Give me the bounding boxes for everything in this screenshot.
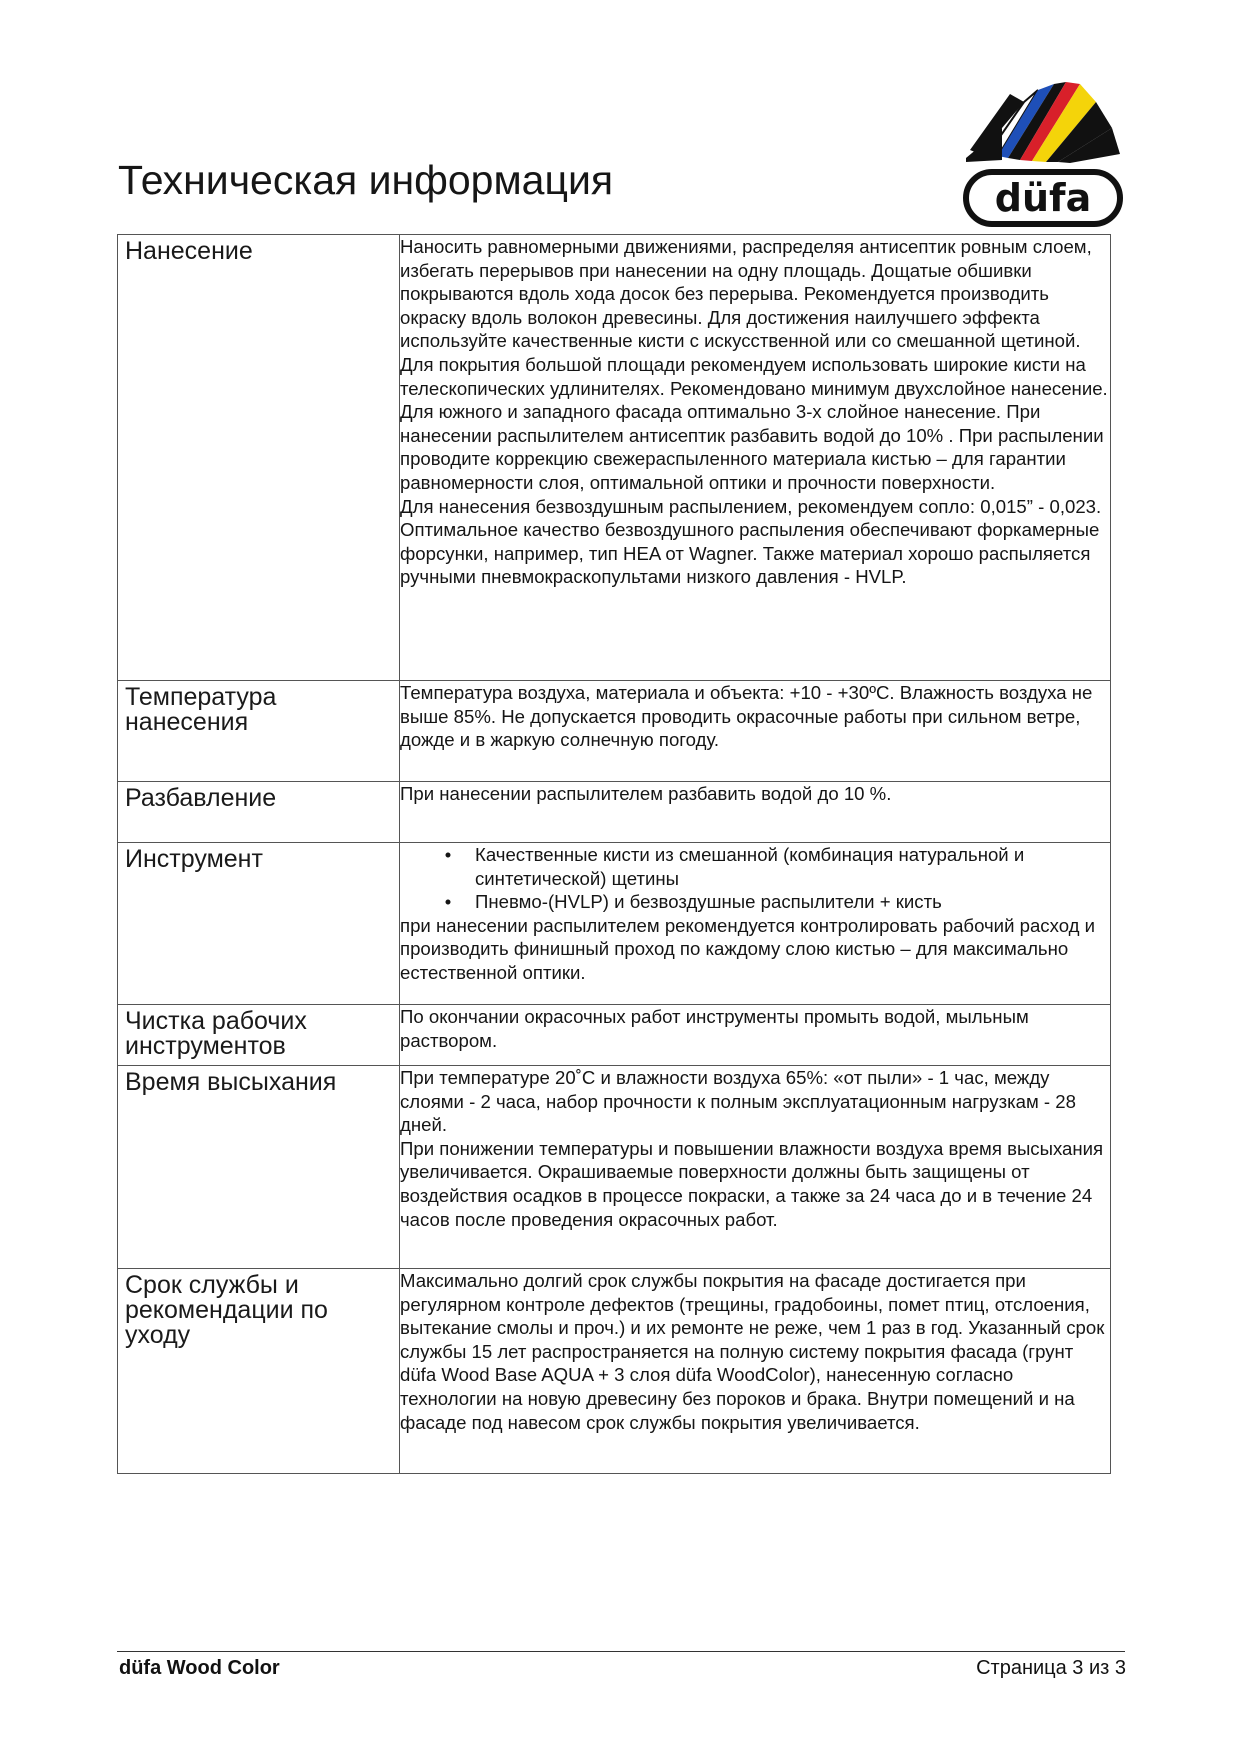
row-text: При нанесении распылителем разбавить водой до 10 %. — [400, 783, 892, 804]
page-title: Техническая информация — [118, 157, 614, 203]
row-text: При температуре 20˚С и влажности воздуха 65%: «от пыли» - 1 час, между слоями - 2 часа, набор прочности к полным эксплуатационным нагрузкам - 28 дней. — [400, 1067, 1076, 1136]
bullet-icon: • — [444, 844, 452, 865]
table-row — [118, 1066, 1111, 1269]
table-row — [118, 1269, 1111, 1474]
bullet-icon: • — [444, 891, 452, 913]
footer-divider — [117, 1651, 1125, 1652]
row-label: Время высыхания — [125, 1068, 337, 1096]
row-text: Температура воздуха, материала и объекта: +10 - +30ºC. Влажность воздуха не выше 85%. Не допускается проводить окрасочные работы при сильном ветре, дожде и в жаркую солнечную погоду. — [400, 682, 1093, 751]
table-row — [118, 681, 1111, 782]
spec-table — [117, 234, 1111, 1474]
row-label: Срок службы и рекомендации по уходу — [125, 1271, 328, 1349]
footer-page-number: Страница 3 из 3 — [976, 1657, 1126, 1679]
row-label: Нанесение — [125, 237, 253, 265]
table-row — [118, 782, 1111, 843]
bullet-list — [400, 843, 1110, 914]
table-row — [118, 235, 1111, 681]
logo-text: düfa — [994, 176, 1092, 220]
list-item: • Пневмо-(HVLP) и безвоздушные распылители + кисть — [400, 890, 1110, 914]
table-row — [118, 1005, 1111, 1066]
row-text: Для нанесения безвоздушным распылением, рекомендуем сопло: 0,015” - 0,023. Оптимальное качество безвоздушного распыления обеспечивают форкамерные форсунки, например, тип HEA от Wagner. Также материал хорошо распыляется ручными пневмокраскопультами низкого давления - HVLP. — [400, 495, 1102, 588]
row-text: Наносить равномерными движениями, распределяя антисептик ровным слоем, избегать перерывов при нанесении на одну площадь. Дощатые обшивки покрываются вдоль хода досок без перерыва. Рекомендуется производить окраску вдоль волокон древесины. Для достижения наилучшего эффекта используйте качественные кисти с искусственной или со смешанной щетиной. Для покрытия большой площади рекомендуем использовать широкие кисти на телескопических удлинителях. Рекомендовано минимум двухслойное нанесение. Для южного и западного фасада оптимально 3-х слойное нанесение. При нанесении распылителем антисептик разбавить водой до 10% . При распылении проводите коррекцию свежераспыленного материала кистью – для гарантии равномерности слоя, оптимальной оптики и прочности поверхности. — [400, 236, 1108, 493]
row-label: Инструмент — [125, 845, 263, 873]
dufa-logo — [962, 72, 1124, 228]
row-label: Разбавление — [125, 784, 277, 812]
row-text: при нанесении распылителем рекомендуется контролировать рабочий расход и производить финишный проход по каждому слою кистью – для максимально естественной оптики. — [400, 914, 1096, 983]
list-item: • Качественные кисти из смешанной (комбинация натуральной и синтетической) щетины — [400, 843, 1110, 890]
footer-product: düfa Wood Color — [119, 1657, 280, 1679]
table-row — [118, 843, 1111, 1005]
row-label: Чистка рабочих инструментов — [125, 1007, 307, 1060]
row-label: Температура нанесения — [125, 683, 277, 736]
row-text: Максимально долгий срок службы покрытия на фасаде достигается при регулярном контроле дефектов (трещины, градобоины, помет птиц, отслоения, вытекание смолы и проч.) и их ремонте не реже, чем 1 раз в год. Указанный срок службы 15 лет распространяется на полную систему покрытия фасада (грунт düfa Wood Base AQUA + 3 слоя düfa WoodColor), нанесенную согласно технологии на новую древесину без пороков и брака. Внутри помещений и на фасаде под навесом срок службы покрытия увеличивается. — [400, 1270, 1105, 1433]
row-text: При понижении температуры и повышении влажности воздуха время высыхания увеличивается. Окрашиваемые поверхности должны быть защищены от воздействия осадков в процессе покраски, а также за 24 часа до и в течение 24 часов после проведения окрасочных работ. — [400, 1137, 1104, 1230]
row-text: По окончании окрасочных работ инструменты промыть водой, мыльным раствором. — [400, 1006, 1029, 1051]
